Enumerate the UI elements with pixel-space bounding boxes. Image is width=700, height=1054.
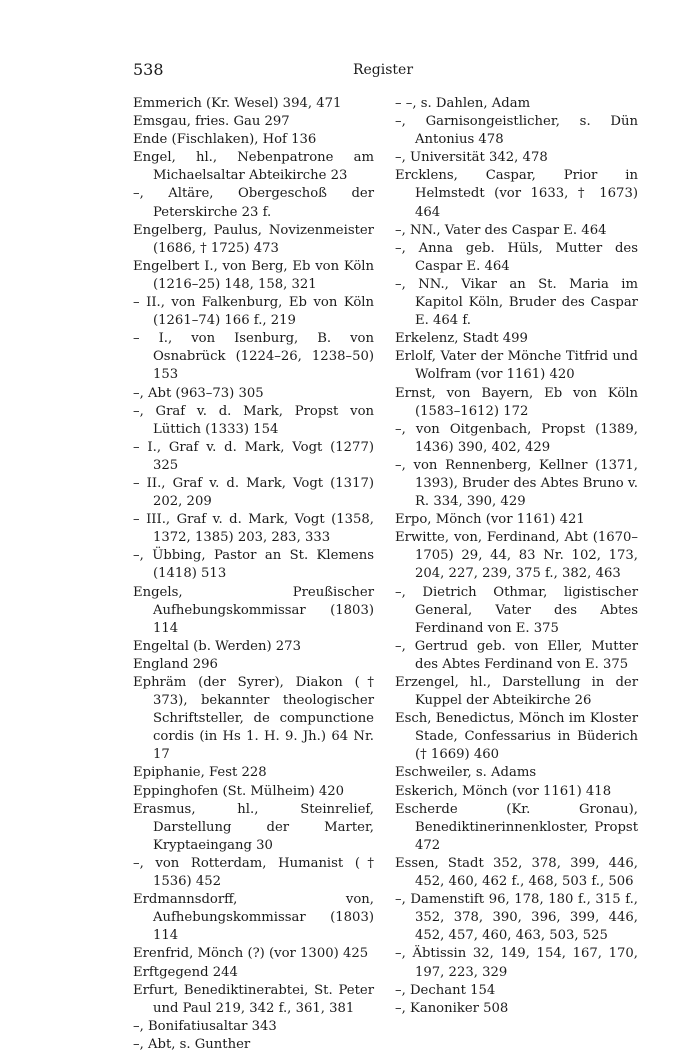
index-entry: Ernst, von Bayern, Eb von Köln (1583–1612) 172	[395, 385, 638, 419]
index-entry: –, Äbtissin 32, 149, 154, 167, 170, 197, 223, 329	[395, 946, 638, 980]
index-entry: –, von Rotterdam, Humanist († 1536) 452	[133, 855, 374, 890]
index-entry: –, Altäre, Obergeschoß der Peterskirche 23 f.	[133, 186, 374, 220]
index-entry: Eskerich, Mönch (vor 1161) 418	[395, 783, 612, 799]
index-entry: – I., Graf v. d. Mark, Vogt (1277) 325	[133, 439, 374, 473]
index-entry: – III., Graf v. d. Mark, Vogt (1358, 1372, 1385) 203, 283, 333	[133, 512, 374, 546]
index-entry: –, Garnisongeistlicher, s. Dün Antonius 478	[395, 114, 638, 148]
index-entry: –, Graf v. d. Mark, Propst von Lüttich (1333) 154	[133, 403, 374, 437]
index-entry: Engel, hl., Nebenpatrone am Michaelsaltar Abteikirche 23	[133, 150, 374, 184]
index-entry: Ephräm (der Syrer), Diakon († 373), bekannter theologischer Schriftsteller, de compunctione cordis (in Hs 1. H. 9. Jh.) 64 Nr. 17	[133, 675, 374, 763]
running-head: Register	[352, 62, 414, 78]
index-entry: Engeltal (b. Werden) 273	[133, 638, 301, 654]
index-entry: Erasmus, hl., Steinrelief, Darstellung der Marter, Kryptaeingang 30	[133, 801, 374, 853]
index-entry: Emmerich (Kr. Wesel) 394, 471	[133, 96, 342, 111]
index-column-right	[395, 95, 638, 1018]
index-entry: Ercklens, Caspar, Prior in Helmstedt (vor 1633, † 1673) 464	[395, 168, 638, 220]
index-entry: – II., Graf v. d. Mark, Vogt (1317) 202, 209	[133, 475, 374, 510]
index-entry: Engelberg, Paulus, Novizenmeister (1686, † 1725) 473	[133, 222, 374, 256]
index-entry: –, Übbing, Pastor an St. Klemens (1418) 513	[133, 548, 374, 582]
index-entry: –, Abt, s. Gunther	[133, 1036, 251, 1052]
index-entry: Erfurt, Benediktinerabtei, St. Peter und Paul 219, 342 f., 361, 381	[133, 982, 374, 1016]
index-entry: Erwitte, von, Ferdinand, Abt (1670–1705) 29, 44, 83 Nr. 102, 173, 204, 227, 239, 375 f., 382, 463	[395, 530, 638, 582]
index-entry: –, Gertrud geb. von Eller, Mutter des Abtes Ferdinand von E. 375	[395, 638, 638, 672]
index-entry: Epiphanie, Fest 228	[133, 765, 267, 781]
index-entry: Essen, Stadt 352, 378, 399, 446, 452, 460, 462 f., 468, 503 f., 506	[395, 855, 638, 890]
index-entry: Engels, Preußischer Aufhebungskommissar (1803) 114	[133, 584, 374, 636]
index-entry: Ende (Fischlaken), Hof 136	[133, 132, 317, 148]
index-entry: –, Universität 342, 478	[395, 150, 548, 166]
index-column-left	[133, 95, 374, 1054]
index-entry: –, NN., Vikar an St. Maria im Kapitol Köln, Bruder des Caspar E. 464 f.	[395, 276, 638, 329]
index-entry: –, Dietrich Othmar, ligistischer General, Vater des Abtes Ferdinand von E. 375	[395, 584, 638, 636]
index-entry: Engelbert I., von Berg, Eb von Köln (1216–25) 148, 158, 321	[133, 258, 374, 292]
index-entry: Eschweiler, s. Adams	[395, 765, 537, 781]
index-entry: –, Bonifatiusaltar 343	[133, 1018, 277, 1034]
index-entry: – –, s. Dahlen, Adam	[395, 96, 531, 111]
index-entry: –, von Oitgenbach, Propst (1389, 1436) 390, 402, 429	[395, 421, 638, 455]
index-entry: – II., von Falkenburg, Eb von Köln (1261–74) 166 f., 219	[133, 295, 374, 329]
index-entry: Erdmannsdorff, von, Aufhebungskommissar (1803) 114	[133, 892, 374, 944]
index-entry: –, Damenstift 96, 178, 180 f., 315 f., 352, 378, 390, 396, 399, 446, 452, 457, 460, 463, 503, 525	[395, 892, 638, 944]
index-entry: –, NN., Vater des Caspar E. 464	[395, 222, 607, 238]
index-entry: –, Kanoniker 508	[395, 1000, 509, 1016]
index-entry: Erftgegend 244	[133, 964, 238, 980]
index-entry: –, Abt (963–73) 305	[133, 385, 264, 401]
index-entry: Erpo, Mönch (vor 1161) 421	[395, 512, 585, 528]
index-entry: –, Anna geb. Hüls, Mutter des Caspar E. 464	[395, 240, 638, 274]
index-entry: Erenfrid, Mönch (?) (vor 1300) 425	[133, 946, 369, 962]
index-entry: Emsgau, fries. Gau 297	[133, 114, 290, 130]
index-entry: Escherde (Kr. Gronau), Benediktinerinnenkloster, Propst 472	[395, 801, 638, 853]
index-entry: England 296	[133, 656, 218, 672]
index-entry: Eppinghofen (St. Mülheim) 420	[133, 783, 345, 799]
index-entry: –, Dechant 154	[395, 982, 496, 998]
index-entry: Erkelenz, Stadt 499	[395, 331, 528, 347]
page-header	[133, 60, 633, 84]
index-entry: Erlolf, Vater der Mönche Titfrid und Wolfram (vor 1161) 420	[395, 349, 638, 383]
index-entry: –, von Rennenberg, Kellner (1371, 1393), Bruder des Abtes Bruno v. R. 334, 390, 429	[395, 457, 638, 510]
index-entry: – I., von Isenburg, B. von Osnabrück (1224–26, 1238–50) 153	[133, 331, 374, 383]
index-entry: Erzengel, hl., Darstellung in der Kuppel der Abteikirche 26	[395, 675, 638, 709]
page-number: 538	[133, 60, 164, 79]
index-entry: Esch, Benedictus, Mönch im Kloster Stade, Confessarius in Büderich († 1669) 460	[395, 711, 638, 763]
